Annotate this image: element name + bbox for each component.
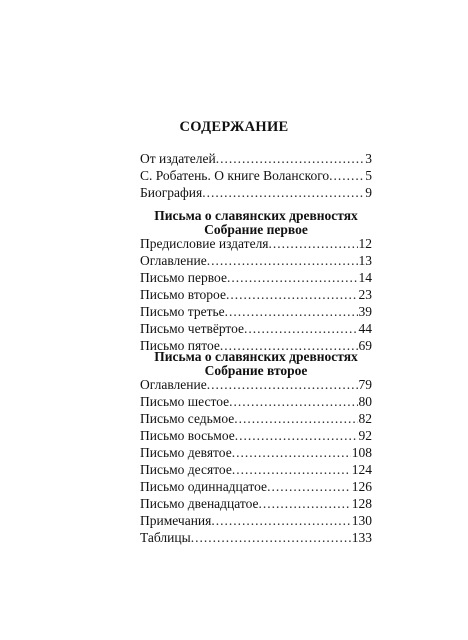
entry-page: 92 <box>358 428 372 443</box>
part1-subtitle: Собрание первое <box>204 222 308 237</box>
entry-page: 126 <box>351 479 372 494</box>
toc-entry[interactable] <box>140 393 372 410</box>
toc-entry[interactable] <box>140 150 372 167</box>
toc-entry[interactable] <box>140 184 372 201</box>
toc-entry[interactable] <box>140 269 372 286</box>
entry-page: 3 <box>365 151 372 166</box>
toc-entry[interactable] <box>140 410 372 427</box>
dot-leader <box>234 410 357 427</box>
dot-leader <box>329 167 364 184</box>
dot-leader <box>227 269 358 286</box>
entry-page: 82 <box>358 411 372 426</box>
entry-page: 108 <box>351 445 372 460</box>
toc-entry[interactable] <box>140 529 372 546</box>
entry-label: От издателей <box>140 151 216 166</box>
dot-leader <box>235 427 358 444</box>
entry-page: 128 <box>351 496 372 511</box>
entry-page: 13 <box>358 253 372 268</box>
entry-page: 39 <box>358 304 372 319</box>
entry-page: 130 <box>351 513 372 528</box>
entry-label: Примечания <box>140 513 212 528</box>
entry-label: Предисловие издателя <box>140 236 269 251</box>
dot-leader <box>207 376 358 393</box>
toc-entry[interactable] <box>140 461 372 478</box>
toc-entry[interactable] <box>140 495 372 512</box>
front-matter-list <box>140 150 372 201</box>
entry-label: Письмо двенадцатое <box>140 496 259 511</box>
toc-entry[interactable] <box>140 303 372 320</box>
entry-label: Письмо десятое <box>140 462 232 477</box>
entry-page: 79 <box>358 377 372 392</box>
entry-page: 44 <box>358 321 372 336</box>
entry-page: 9 <box>365 185 372 200</box>
entry-label: Письмо пятое <box>140 338 220 353</box>
entry-label: Оглавление <box>140 377 207 392</box>
dot-leader <box>229 393 357 410</box>
dot-leader <box>226 286 358 303</box>
part1-list <box>140 235 372 354</box>
toc-entry[interactable] <box>140 320 372 337</box>
dot-leader <box>211 512 350 529</box>
entry-label: Письмо первое <box>140 270 227 285</box>
entry-label: Таблицы <box>140 530 191 545</box>
entry-label: Письмо третье <box>140 304 225 319</box>
entry-label: Письмо четвёртое <box>140 321 245 336</box>
toc-entry[interactable] <box>140 512 372 529</box>
entry-page: 80 <box>358 394 372 409</box>
entry-page: 124 <box>351 462 372 477</box>
part1-title: Письма о славянских древностях <box>154 208 358 223</box>
dot-leader <box>191 529 351 546</box>
entry-label: Письмо шестое <box>140 394 230 409</box>
entry-page: 23 <box>358 287 372 302</box>
entry-label: Письмо одиннадцатое <box>140 479 268 494</box>
entry-label: Биография <box>140 185 203 200</box>
dot-leader <box>232 444 351 461</box>
entry-label: Оглавление <box>140 253 207 268</box>
entry-page: 69 <box>358 338 372 353</box>
dot-leader <box>259 495 351 512</box>
part2-subtitle: Собрание второе <box>204 363 308 378</box>
toc-entry[interactable] <box>140 444 372 461</box>
toc-entry[interactable] <box>140 427 372 444</box>
toc-entry[interactable] <box>140 252 372 269</box>
entry-page: 5 <box>365 168 372 183</box>
dot-leader <box>244 320 357 337</box>
dot-leader <box>207 252 358 269</box>
dot-leader <box>232 461 351 478</box>
dot-leader <box>216 150 365 167</box>
toc-entry[interactable] <box>140 478 372 495</box>
page-title: СОДЕРЖАНИЕ <box>179 119 289 135</box>
dot-leader <box>269 235 358 252</box>
entry-label: Письмо девятое <box>140 445 232 460</box>
dot-leader <box>267 478 351 495</box>
entry-page: 133 <box>351 530 372 545</box>
entry-page: 14 <box>358 270 372 285</box>
toc-entry[interactable] <box>140 286 372 303</box>
dot-leader <box>202 184 364 201</box>
toc-entry[interactable] <box>140 376 372 393</box>
entry-label: Письмо второе <box>140 287 226 302</box>
entry-page: 12 <box>358 236 372 251</box>
toc-entry[interactable] <box>140 235 372 252</box>
toc-entry[interactable] <box>140 167 372 184</box>
dot-leader <box>225 303 358 320</box>
part2-list <box>140 376 372 546</box>
part2-title: Письма о славянских древностях <box>154 349 358 364</box>
entry-label: Письмо восьмое <box>140 428 235 443</box>
entry-label: Письмо седьмое <box>140 411 235 426</box>
entry-label: С. Робатень. О книге Воланского <box>140 168 330 183</box>
